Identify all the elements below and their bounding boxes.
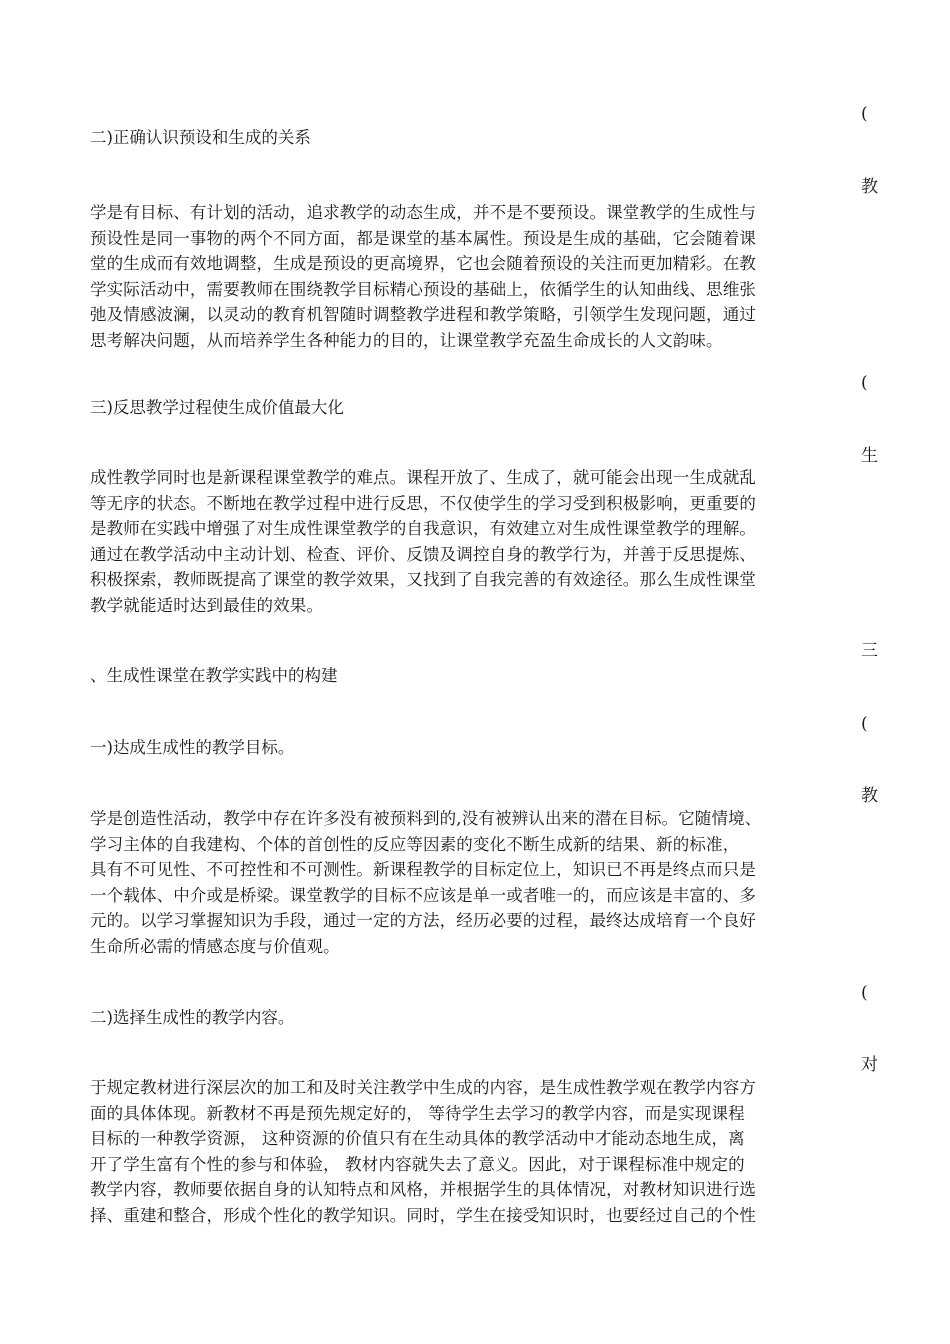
paragraph-line: 思考解决问题，从而培养学生各种能力的目的，让课堂教学充盈生命成长的人文韵味。: [90, 330, 723, 350]
paragraph-line: 积极探索，教师既提高了课堂的教学效果，又找到了自我完善的有效途径。那么生成性课堂: [90, 570, 756, 589]
paragraph-line: 成性教学同时也是新课程课堂教学的难点。课程开放了、生成了，就可能会出现一生成就乱: [90, 468, 756, 487]
paragraph-line: 弛及情感波澜，以灵动的教育机智随时调整教学进程和教学策略，引领学生发现问题，通过: [90, 305, 756, 324]
paragraph-lead-character: 教: [861, 177, 878, 197]
heading-number-marker: (: [861, 373, 868, 393]
paragraph-line: 是教师在实践中增强了对生成性课堂教学的自我意识，有效建立对生成性课堂教学的理解。: [90, 519, 756, 538]
paragraph-line: 堂的生成而有效地调整，生成是预设的更高境界，它也会随着预设的关注而更加精彩。在教: [90, 254, 756, 273]
paragraph: [90, 465, 862, 618]
paragraph-line: 目标的一种教学资源， 这种资源的价值只有在生动具体的教学活动中才能动态地生成，离: [90, 1129, 745, 1148]
paragraph: [90, 1075, 862, 1228]
paragraph-line: 学是创造性活动，教学中存在许多没有被预料到的,没有被辨认出来的潜在目标。它随情境、: [90, 809, 762, 828]
section-heading: 二)选择生成性的教学内容。: [90, 1008, 295, 1027]
paragraph-line: 教学就能适时达到最佳的效果。: [90, 595, 324, 615]
paragraph-line: 具有不可见性、不可控性和不可测性。新课程教学的目标定位上，知识已不再是终点而只是: [90, 860, 756, 879]
paragraph-line: 择、重建和整合，形成个性化的教学知识。同时，学生在接受知识时，也要经过自己的个性: [90, 1205, 756, 1225]
section-heading: 一)达成生成性的教学目标。: [90, 738, 295, 757]
paragraph-line: 教学内容，教师要依据自身的认知特点和风格，并根据学生的具体情况，对教材知识进行选: [90, 1180, 756, 1199]
paragraph-line: 开了学生富有个性的参与和体验， 教材内容就失去了意义。因此，对于课程标准中规定的: [90, 1154, 745, 1174]
paragraph-lead-character: 对: [861, 1055, 878, 1075]
paragraph-lead-character: 生: [861, 446, 878, 466]
paragraph-line: 面的具体体现。新教材不再是预先规定好的， 等待学生去学习的教学内容，而是实现课程: [90, 1103, 745, 1123]
section-number-marker: 三: [861, 641, 878, 661]
paragraph-line: 元的。以学习掌握知识为手段，通过一定的方法，经历必要的过程，最终达成培育一个良好: [90, 911, 756, 930]
paragraph-line: 学习主体的自我建构、个体的首创性的反应等因素的变化不断生成新的结果、新的标准，: [90, 834, 740, 854]
paragraph-line: 于规定教材进行深层次的加工和及时关注教学中生成的内容，是生成性教学观在教学内容方: [90, 1078, 756, 1097]
section-heading: 三)反思教学过程使生成价值最大化: [90, 398, 344, 417]
paragraph-line: 生命所必需的情感态度与价值观。: [90, 936, 340, 956]
paragraph-line: 预设性是同一事物的两个不同方面，都是课堂的基本属性。预设是生成的基础，它会随着课: [90, 228, 756, 248]
paragraph-line: 一个载体、中介或是桥梁。课堂教学的目标不应该是单一或者唯一的，而应该是丰富的、多: [90, 885, 756, 905]
section-heading: 、生成性课堂在教学实践中的构建: [90, 666, 338, 685]
heading-number-marker: (: [861, 983, 868, 1003]
paragraph-line: 等无序的状态。不断地在教学过程中进行反思，不仅使学生的学习受到积极影响，更重要的: [90, 493, 756, 513]
paragraph-lead-character: 教: [861, 786, 878, 806]
paragraph: [90, 806, 862, 959]
heading-number-marker: (: [861, 104, 868, 124]
paragraph: [90, 200, 862, 353]
section-heading: 二)正确认识预设和生成的关系: [90, 128, 311, 147]
paragraph-line: 学是有目标、有计划的活动，追求教学的动态生成，并不是不要预设。课堂教学的生成性与: [90, 203, 756, 222]
paragraph-line: 通过在教学活动中主动计划、检查、评价、反馈及调控自身的教学行为，并善于反思提炼、: [90, 544, 756, 564]
paragraph-line: 学实际活动中，需要教师在围绕教学目标精心预设的基础上，依循学生的认知曲线、思维张: [90, 279, 756, 299]
heading-number-marker: (: [861, 714, 868, 734]
